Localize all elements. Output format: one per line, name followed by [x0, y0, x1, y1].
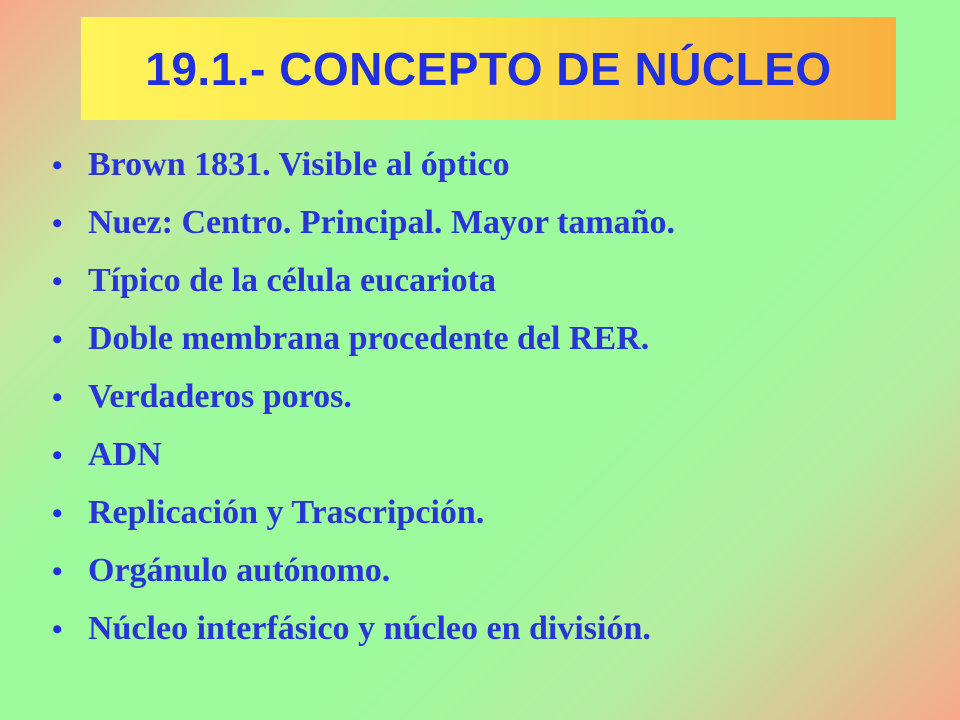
- bullet-marker: •: [52, 497, 63, 530]
- bullet-item: [52, 426, 932, 484]
- bullet-text: Replicación y Trascripción.: [88, 494, 485, 531]
- bullet-item: [52, 136, 932, 194]
- bullet-text: Doble membrana procedente del RER.: [88, 320, 650, 357]
- bullet-item: [52, 600, 932, 658]
- bullet-text: Brown 1831. Visible al óptico: [88, 146, 510, 183]
- bullet-text: Nuez: Centro. Principal. Mayor tamaño.: [88, 204, 676, 241]
- bullet-item: [52, 194, 932, 252]
- bullet-marker: •: [52, 265, 63, 298]
- bullet-text: Núcleo interfásico y núcleo en división.: [88, 610, 651, 647]
- bullet-marker: •: [52, 381, 63, 414]
- bullet-list: [52, 136, 932, 658]
- bullet-item: [52, 368, 932, 426]
- title-banner: [81, 17, 896, 120]
- bullet-item: [52, 310, 932, 368]
- bullet-item: [52, 484, 932, 542]
- bullet-marker: •: [52, 613, 63, 646]
- bullet-marker: •: [52, 149, 63, 182]
- bullet-text: Verdaderos poros.: [88, 378, 352, 415]
- bullet-marker: •: [52, 323, 63, 356]
- bullet-marker: •: [52, 207, 63, 240]
- bullet-item: [52, 542, 932, 600]
- bullet-item: [52, 252, 932, 310]
- slide-title: 19.1.- CONCEPTO DE NÚCLEO: [145, 42, 832, 95]
- bullet-text: Orgánulo autónomo.: [88, 552, 391, 589]
- bullet-marker: •: [52, 439, 63, 472]
- bullet-marker: •: [52, 555, 63, 588]
- bullet-text: Típico de la célula eucariota: [88, 262, 496, 299]
- bullet-text: ADN: [88, 436, 162, 473]
